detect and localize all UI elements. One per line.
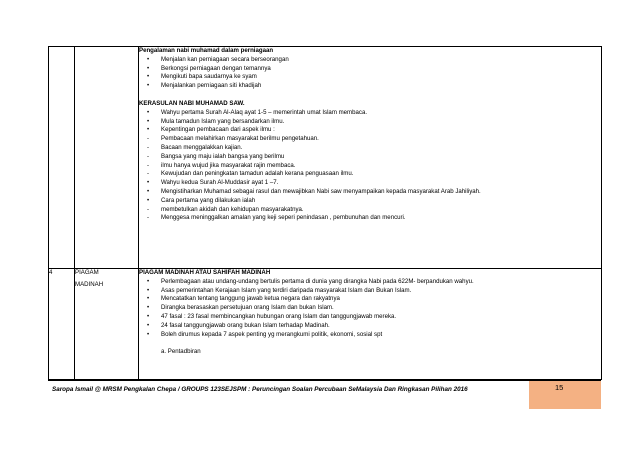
list-item-text: Kepentingan pembacaan dari aspek ilmu : xyxy=(161,126,275,134)
list-marker: • xyxy=(147,126,150,134)
list-item xyxy=(139,153,601,162)
list-marker: • xyxy=(147,196,150,204)
list-marker: - xyxy=(147,214,150,222)
list-item xyxy=(139,170,601,179)
list-item xyxy=(139,65,601,74)
list-item xyxy=(139,322,601,331)
list-item-text: Kewujudan dan peningkatan tamadun adalah kerana penguasaan ilmu. xyxy=(161,170,354,178)
list-marker: • xyxy=(147,312,150,320)
sub-item-administration: a. Pentadbiran xyxy=(161,348,201,356)
apostleship-list xyxy=(139,109,601,223)
list-item xyxy=(139,313,601,322)
list-item-text: Bacaan menggalakkan kajian. xyxy=(161,143,243,151)
list-item xyxy=(139,278,601,287)
row-topic-cell xyxy=(75,269,139,380)
list-item-text: membetulkan akidah dan kehidupan masyarakatnya. xyxy=(161,205,304,213)
list-marker: • xyxy=(147,82,150,90)
list-item xyxy=(139,56,601,65)
list-marker: • xyxy=(147,286,150,294)
trade-list xyxy=(139,56,601,91)
list-item-text: Perlembagaan atau undang-undang bertulis pertama di dunia yang dirangka Nabi pada 622M- berpandukan wahyu. xyxy=(161,277,474,285)
list-marker: - xyxy=(147,143,150,151)
topic-label-line1: PIAGAM xyxy=(75,269,99,276)
list-item-text: Asas pemerintahan Kerajaan Islam yang terdiri daripada masyarakat Islam dan Bukan Islam. xyxy=(161,286,412,294)
list-marker: - xyxy=(147,161,150,169)
list-marker: • xyxy=(147,277,150,285)
row-number: 4 xyxy=(49,269,53,276)
list-item xyxy=(139,295,601,304)
row-number-cell xyxy=(49,269,75,380)
list-marker: • xyxy=(147,55,150,63)
section-heading-apostleship: KERASULAN NABI MUHAMAD SAW. xyxy=(139,99,245,107)
section-heading-charter: PIAGAM MADINAH ATAU SAHIFAH MADINAH xyxy=(139,269,271,276)
list-item-text: Boleh dirumus kepada 7 aspek penting yg merangkumi politik, ekonomi, sosial spt xyxy=(161,330,383,338)
list-item xyxy=(139,126,601,135)
list-marker: • xyxy=(147,330,150,338)
list-item xyxy=(139,304,601,313)
charter-list xyxy=(139,278,601,340)
list-marker: • xyxy=(147,304,150,312)
list-item-text: Menggesa meninggalkan amalan yang keji seperi penindasan , pembunuhan dan mencuri. xyxy=(161,214,406,222)
list-item-text: Wahyu pertama Surah Al-Alaq ayat 1-5 – memerintah umat Islam membaca. xyxy=(161,108,368,116)
topic-label-line2: MADINAH xyxy=(75,280,104,288)
list-item xyxy=(139,214,601,223)
list-marker: • xyxy=(147,321,150,329)
list-marker: • xyxy=(147,295,150,303)
list-marker: - xyxy=(147,152,150,160)
list-marker: • xyxy=(147,179,150,187)
list-marker: • xyxy=(147,108,150,116)
row-number-cell xyxy=(49,47,75,269)
list-item xyxy=(139,162,601,171)
list-item-text: ilmu hanya wujud jika masyarakat rajin membaca. xyxy=(161,161,296,169)
list-item-text: 47 fasal : 23 fasal membincangkan hubungan orang Islam dan tanggungjawab mereka. xyxy=(161,312,397,320)
notes-table xyxy=(48,46,602,380)
page-number: 15 xyxy=(529,381,601,409)
table-row xyxy=(49,269,602,380)
list-item xyxy=(139,197,601,206)
list-item-text: Wahyu kedua Surah Al-Muddasir ayat 1 –7. xyxy=(161,179,279,187)
list-item-text: Bangsa yang maju ialah bangsa yang berilmu xyxy=(161,152,285,160)
list-item-text: Berkongsi perniagaan dengan temannya xyxy=(161,64,271,72)
row-topic-cell xyxy=(75,47,139,269)
list-marker: • xyxy=(147,73,150,81)
list-item-text: Dirangka berasaskan persetujuan orang Islam dan bukan Islam. xyxy=(161,304,334,312)
list-marker: • xyxy=(147,117,150,125)
list-item xyxy=(139,144,601,153)
list-item xyxy=(139,82,601,91)
list-marker: - xyxy=(147,135,150,143)
list-item xyxy=(139,188,601,197)
list-item-text: Menjalankan perniagaan siti khadijah xyxy=(161,82,262,90)
list-item-text: 24 fasal tanggungjawab orang bukan Islam terhadap Madinah. xyxy=(161,321,330,329)
footer-credit: Saropa Ismail @ MRSM Pengkalan Chepa / GROUPS 123SEJSPM : Peruncingan Soalan Percubaan SeMalaysia Dan Ringkasan Pilihan 2016 xyxy=(52,386,468,393)
list-marker: - xyxy=(147,205,150,213)
list-item xyxy=(139,109,601,118)
section-heading-trade: Pengalaman nabi muhamad dalam perniagaan xyxy=(139,47,274,54)
row-content-cell xyxy=(139,269,602,380)
list-item xyxy=(139,179,601,188)
list-item xyxy=(139,73,601,82)
table-row xyxy=(49,47,602,269)
list-item xyxy=(139,118,601,127)
list-item xyxy=(139,135,601,144)
list-item-text: Pembacaan melahirkan masyarakat berilmu pengetahuan. xyxy=(161,135,319,143)
list-marker: - xyxy=(147,170,150,178)
list-item xyxy=(139,206,601,215)
row-content-cell xyxy=(139,47,602,269)
list-item-text: Cara pertama yang dilakukan ialah xyxy=(161,196,256,204)
page-footer xyxy=(48,380,601,409)
list-item xyxy=(139,331,601,340)
list-marker: • xyxy=(147,187,150,195)
list-item-text: Mula tamadun Islam yang bersandarkan ilmu. xyxy=(161,117,285,125)
list-item-text: Mengistiharkan Muhamad sebagai rasul dan mewajibkan Nabi saw menyampaikan kepada masyarakat Arab Jahiliyah. xyxy=(161,187,481,195)
list-item-text: Mengikuti bapa saudarnya ke syam xyxy=(161,73,257,81)
list-item xyxy=(139,287,601,296)
list-item-text: Mencatatkan tentang tanggung jawab ketua negara dan rakyatnya xyxy=(161,295,340,303)
list-item-text: Menjalan kan perniagaan secara berseorangan xyxy=(161,55,289,63)
list-marker: • xyxy=(147,64,150,72)
